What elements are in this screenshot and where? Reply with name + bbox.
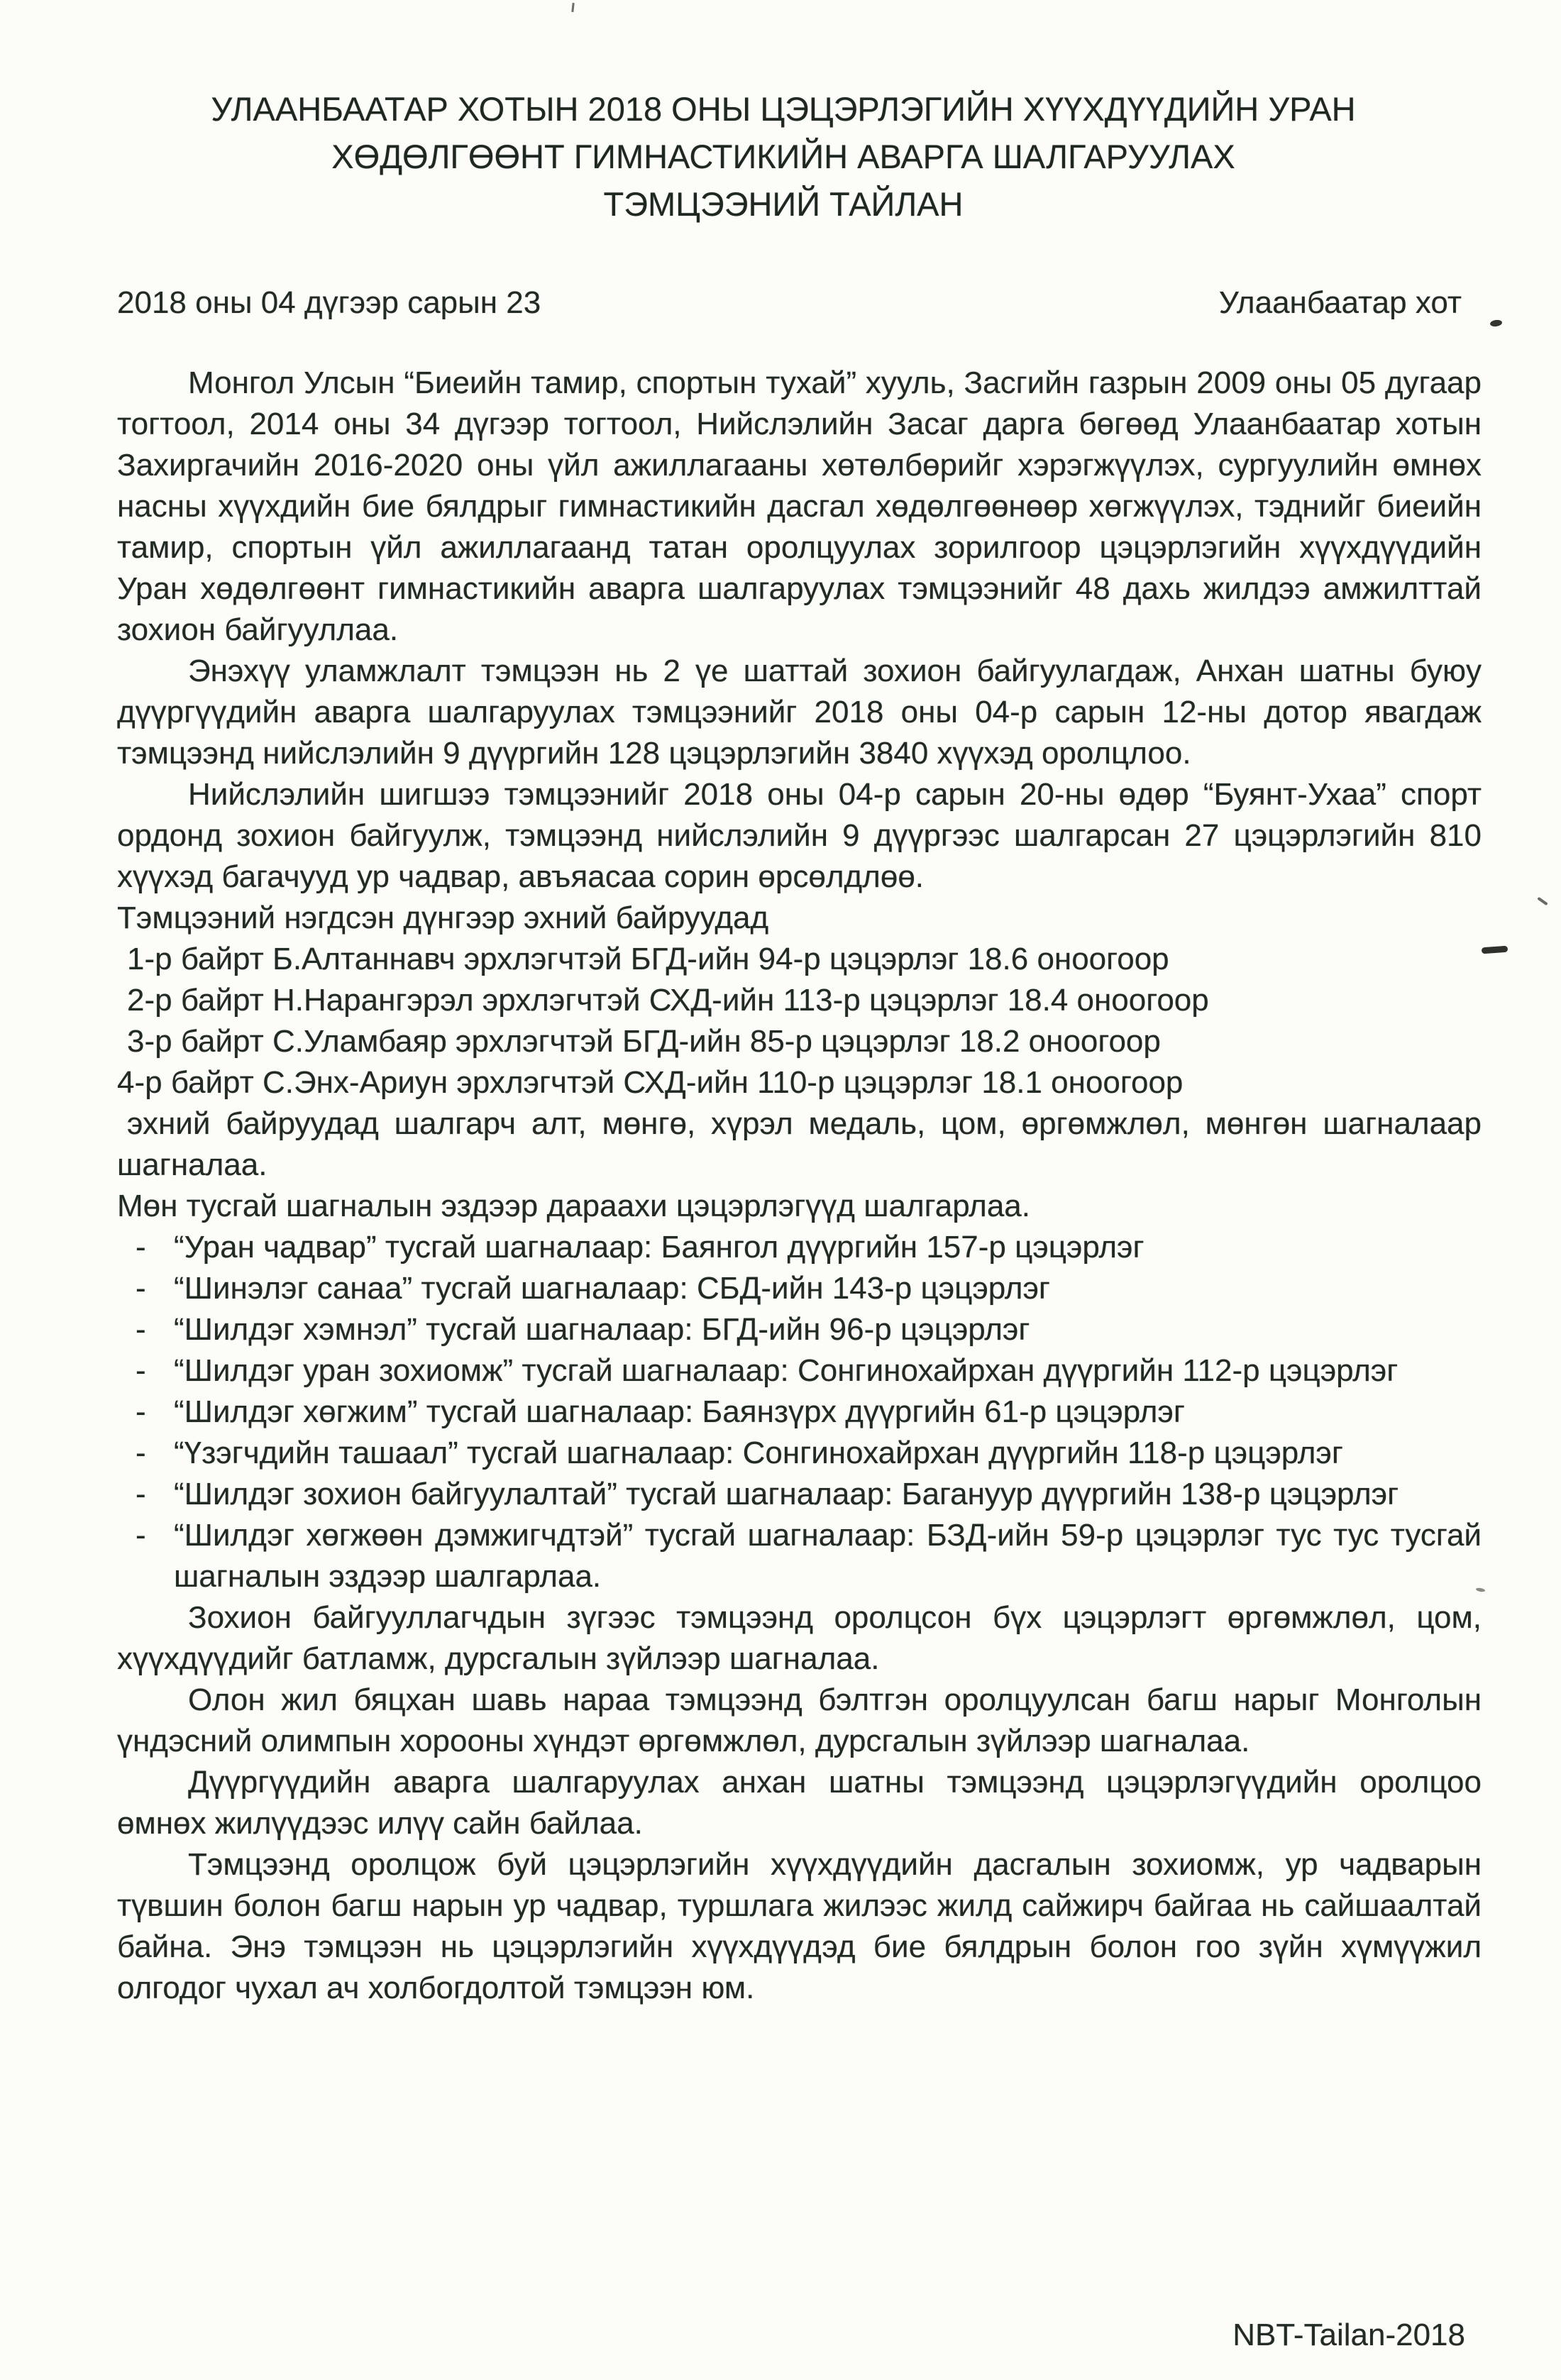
paragraph-first-stage: Энэхүү уламжлалт тэмцээн нь 2 үе шаттай зохион байгуулагдаж, Анхан шатны буюу дүүргүүдийн аварга шалгаруулах тэмцээнийг 2018 оны 04-р сарын 12-ны дотор явагдаж тэмцээнд нийслэлийн 9 дүүргийн 128 цэцэрлэгийн 3840 хүүхэд оролцлоо. [117, 654, 1482, 771]
dateline [117, 282, 1482, 324]
award-item-text: “Шинэлэг санаа” тусгай шагналаар: СБД-ийн 143-р цэцэрлэг [174, 1271, 1050, 1306]
award-item-text: “Шилдэг хөгжөөн дэмжигчдтэй” тусгай шагналаар: БЗД-ийн 59-р цэцэрлэг тус тус тусгай шагналын эздээр шалгарлаа. [174, 1518, 1482, 1594]
paragraph-final-stage: Нийслэлийн шигшээ тэмцээнийг 2018 оны 04-р сарын 20-ны өдөр “Буянт-Ухаа” спорт ордонд зохион байгуулж, тэмцээнд нийслэлийн 9 дүүргээс шалгарсан 27 цэцэрлэгийн 810 хүүхэд багачууд ур чадвар, авъяасаа сорин өрсөлдлөө. [117, 777, 1482, 894]
ranking-item-2: 2-р байрт Н.Нарангэрэл эрхлэгчтэй СХД-ийн 113-р цэцэрлэг 18.4 оноогоор [127, 983, 1209, 1018]
award-item-text: “Шилдэг зохион байгуулалтай” тусгай шагналаар: Багануур дүүргийн 138-р цэцэрлэг [174, 1477, 1399, 1511]
document-body [117, 363, 1482, 2009]
scan-artifact-dash [1482, 946, 1508, 954]
results-outro: эхний байруудад шалгарч алт, мөнгө, хүрэл медаль, цом, өргөмжлөл, мөнгөн шагналаар шагналаа. [117, 1106, 1482, 1182]
document-content [117, 0, 1482, 2009]
footer-code: NBT-Tailan-2018 [1232, 2318, 1465, 2352]
results-intro: Тэмцээний нэгдсэн дүнгээр эхний байруудад [117, 900, 769, 935]
paragraph-organizer-awards: Зохион байгууллагчдын зүгээс тэмцээнд оролцсон бүх цэцэрлэгт өргөмжлөл, цом, хүүхдүүдийг батламж, дурсгалын зүйлээр шагналаа. [117, 1600, 1482, 1676]
bullet-dash: - [136, 1394, 146, 1429]
award-item-new-idea [117, 1268, 1482, 1309]
award-item-text: “Шилдэг хөгжим” тусгай шагналаар: Баянзүрх дүүргийн 61-р цэцэрлэг [174, 1394, 1185, 1429]
award-item-audience-favorite [117, 1433, 1482, 1474]
award-item-best-music [117, 1392, 1482, 1433]
award-item-best-rhythm [117, 1309, 1482, 1350]
awards-list [117, 1227, 1482, 1597]
awards-intro: Мөн тусгай шагналын эздээр дараахи цэцэрлэгүүд шалгарлаа. [117, 1189, 1030, 1223]
award-item-text: “Уран чадвар” тусгай шагналаар: Баянгол дүүргийн 157-р цэцэрлэг [174, 1230, 1144, 1265]
bullet-dash: - [136, 1518, 146, 1553]
title-line-3: ТЭМЦЭЭНИЙ ТАЙЛАН [603, 185, 964, 223]
bullet-dash: - [136, 1353, 146, 1388]
scan-artifact-scratch [1537, 897, 1548, 905]
ranking-item-1: 1-р байрт Б.Алтаннавч эрхлэгчтэй БГД-ийн 94-р цэцэрлэг 18.6 оноогоор [127, 942, 1169, 976]
ranking-item-4: 4-р байрт С.Энх-Ариун эрхлэгчтэй СХД-ийн 110-р цэцэрлэг 18.1 оноогоор [117, 1065, 1184, 1100]
bullet-dash: - [136, 1271, 146, 1306]
paragraph-teacher-awards: Олон жил бяцхан шавь нараа тэмцээнд бэлтгэн оролцуулсан багш нарыг Монголын үндэсний олимпын хорооны хүндэт өргөмжлөл, дурсгалын зүйлээр шагналаа. [117, 1682, 1482, 1758]
paragraph-legal-basis: Монгол Улсын “Биеийн тамир, спортын тухай” хууль, Засгийн газрын 2009 оны 05 дугаар тогтоол, 2014 оны 34 дүгээр тогтоол, Нийслэлийн Засаг дарга бөгөөд Улаанбаатар хотын Захиргачийн 2016-2020 оны үйл ажиллагааны хөтөлбөрийг хэрэгжүүлэх, сургуулийн өмнөх насны хүүхдийн бие бялдрыг гимнастикийн дасгал хөдөлгөөнөөр хөгжүүлэх, тэднийг биеийн тамир, спортын үйл ажиллагаанд татан оролцуулах зорилгоор цэцэрлэгийн хүүхдүүдийн Уран хөдөлгөөнт гимнастикийн аварга шалгаруулах тэмцээнийг 48 дахь жилдээ амжилттай зохион байгууллаа. [117, 365, 1482, 647]
bullet-dash: - [136, 1312, 146, 1347]
award-item-best-organization [117, 1474, 1482, 1515]
bullet-dash: - [136, 1477, 146, 1511]
ranking-item-3: 3-р байрт С.Уламбаяр эрхлэгчтэй БГД-ийн 85-р цэцэрлэг 18.2 оноогоор [127, 1024, 1161, 1059]
paragraph-conclusion: Тэмцээнд оролцож буй цэцэрлэгийн хүүхдүүдийн дасгалын зохиомж, ур чадварын түвшин болон багш нарын ур чадвар, туршлага жилээс жилд сайжирч байгаа нь сайшаалтай байна. Энэ тэмцээн нь цэцэрлэгийн хүүхдүүдэд бие бялдрын болон гоо зүйн хүмүүжил олгодог чухал ач холбогдолтой тэмцээн юм. [117, 1847, 1482, 2005]
award-item-best-skill [117, 1227, 1482, 1268]
title-line-1: УЛААНБААТАР ХОТЫН 2018 ОНЫ ЦЭЦЭРЛЭГИЙН ХҮҮХДҮҮДИЙН УРАН [211, 90, 1356, 128]
award-item-text: “Үзэгчдийн ташаал” тусгай шагналаар: Сонгинохайрхан дүүргийн 118-р цэцэрлэг [174, 1436, 1343, 1470]
bullet-dash: - [136, 1230, 146, 1265]
award-item-best-supporters [117, 1515, 1482, 1597]
document-title [117, 85, 1482, 228]
award-item-text: “Шилдэг уран зохиомж” тусгай шагналаар: Сонгинохайрхан дүүргийн 112-р цэцэрлэг [174, 1353, 1399, 1388]
bullet-dash: - [136, 1436, 146, 1470]
title-line-2: ХӨДӨЛГӨӨНТ ГИМНАСТИКИЙН АВАРГА ШАЛГАРУУЛАХ [331, 138, 1235, 175]
award-item-text: “Шилдэг хэмнэл” тусгай шагналаар: БГД-ийн 96-р цэцэрлэг [174, 1312, 1030, 1347]
paragraph-participation: Дүүргүүдийн аварга шалгаруулах анхан шатны тэмцээнд цэцэрлэгүүдийн оролцоо өмнөх жилүүдээс илүү сайн байлаа. [117, 1765, 1482, 1841]
dateline-date: 2018 оны 04 дүгээр сарын 23 [117, 285, 541, 320]
scan-artifact-dot [1489, 319, 1502, 327]
dateline-city: Улаанбаатар хот [1218, 285, 1462, 320]
rankings-list [117, 939, 1482, 1103]
award-item-best-composition [117, 1350, 1482, 1392]
